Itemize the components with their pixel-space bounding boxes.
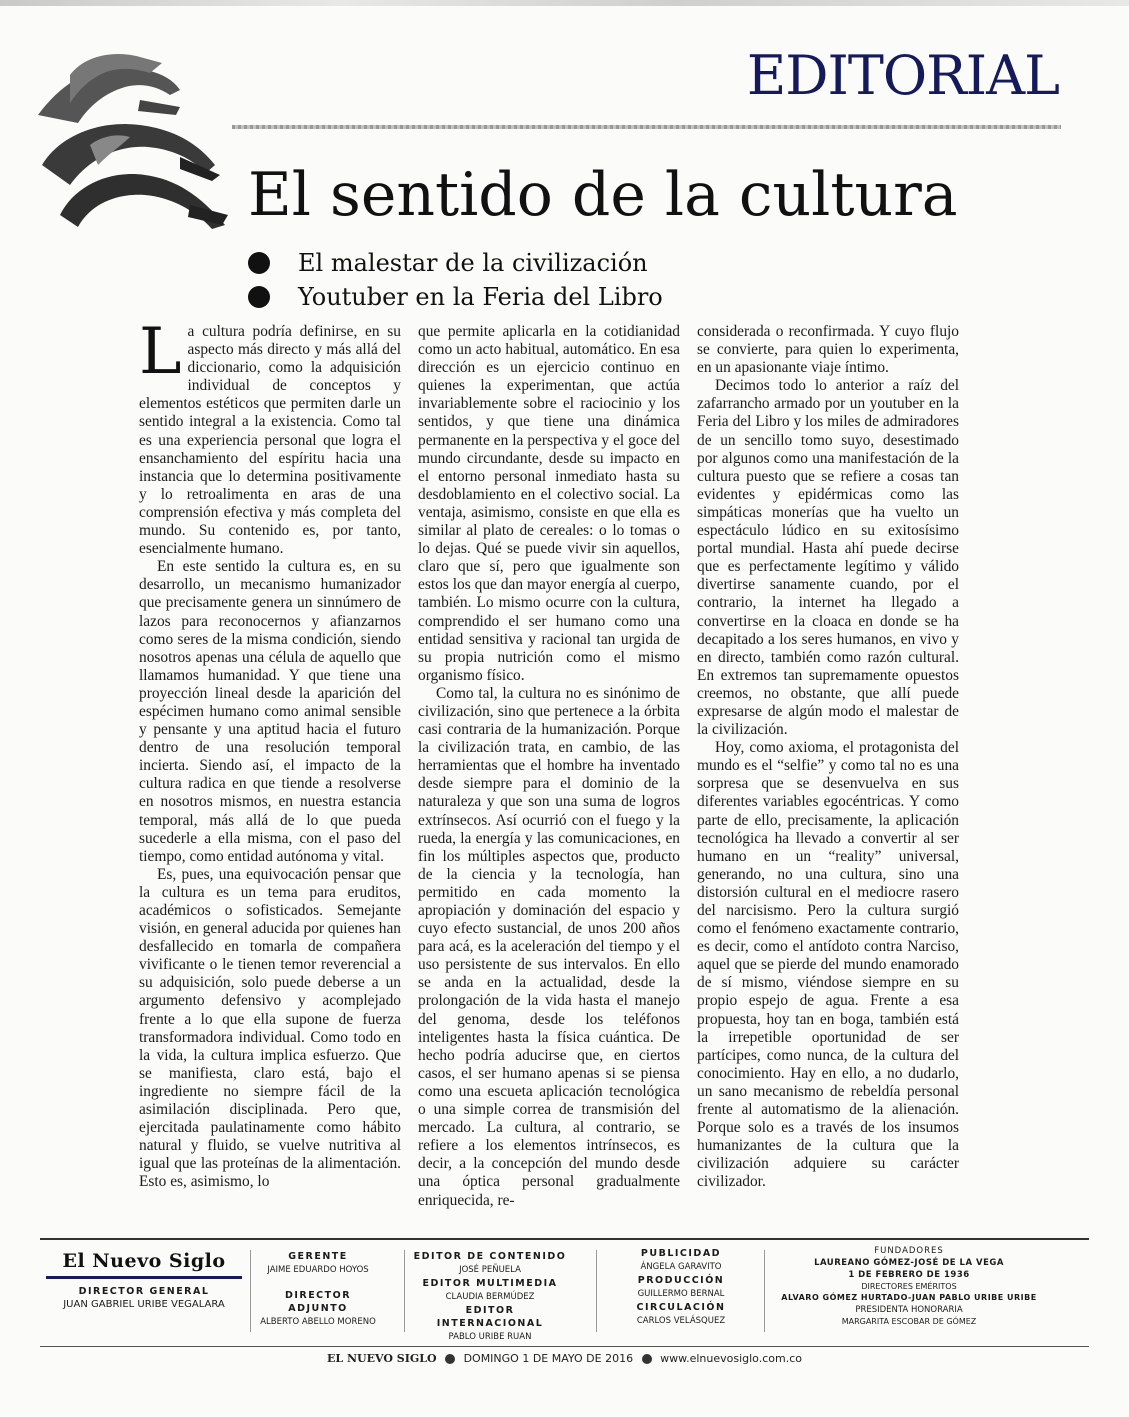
headline: El sentido de la cultura	[248, 160, 958, 230]
masthead-divider	[764, 1250, 765, 1332]
masthead-brand: El Nuevo Siglo	[62, 1250, 226, 1272]
circulacion-name: CARLOS VELÁSQUEZ	[636, 1316, 726, 1326]
masthead-brand-block	[46, 1250, 242, 1312]
editor-contenido-name: JOSÉ PEÑUELA	[459, 1265, 521, 1275]
editor-internacional-title: EDITOR INTERNACIONAL	[436, 1305, 544, 1329]
masthead-divider	[596, 1250, 597, 1332]
paragraph: Como tal, la cultura no es sinónimo de civilización, sino que pertenece a la órbita casi contraria de la humanización. Porque la civilización trata, en cambio, de las herramientas que el hombre ha inventado desde siempre para el dominio de la naturaleza y que son una suma de logros extrínsecos. Así ocurrió con el fuego y la rueda, la energía y las comunicaciones, en fin los múltiples aspectos que, producto de la ciencia y la tecnología, han permitido en cada momento la apropiación y dominación del espacio y cuyo efecto sustancial, de unos 200 años para acá, es la aceleración del tiempo y el uso persistente de sus intervalos. En ello se anda en la actualidad, desde la prolongación de la vida hasta el manejo del genoma, desde los teléfonos inteligentes hasta la física cuántica. De hecho podría aducirse que, en ciertos casos, el ser humano apenas si se piensa como una escueta aplicación tecnológica o una simple correa de transmisión del mercado. La cultura, al contrario, se refiere a los elementos intrínsecos, es decir, a la concepción del mundo desde una óptica personal gradualmente enriquecida, re-	[418, 684, 680, 1209]
fundacion-fecha: 1 DE FEBRERO DE 1936	[848, 1270, 970, 1280]
paragraph	[139, 315, 401, 558]
bullet-dot-icon	[248, 252, 270, 274]
drop-cap: L	[139, 315, 182, 389]
article-column-3	[697, 323, 959, 1192]
editor-contenido-title: EDITOR DE CONTENIDO	[413, 1251, 567, 1262]
produccion-title: PRODUCCIÓN	[637, 1275, 725, 1286]
bullet-item	[248, 246, 663, 280]
produccion-name: GUILLERMO BERNAL	[637, 1289, 725, 1299]
paragraph-text: a cultura podría definirse, en su aspecto más directo y más allá del diccionario, como la adquisición individual de conceptos y elementos estéticos que permiten darle un sentido integral a la existencia. Como tal es una experiencia personal que logra el ensanchamiento del espíritu hacia una instancia que lo determina positivamente y lo retroalimenta en aras de una comprensión efectiva y más completa del mundo. Su contenido es, por tanto, esencialmente humano.	[139, 323, 401, 558]
masthead-top-rule	[40, 1238, 1089, 1240]
bullet-dot-icon	[248, 286, 270, 308]
publicidad-title: PUBLICIDAD	[640, 1248, 722, 1259]
page-footer	[0, 1352, 1129, 1365]
emeritos-title: DIRECTORES EMÉRITOS	[861, 1282, 957, 1291]
section-rule	[232, 125, 1061, 129]
horses-illustration	[30, 45, 235, 230]
editor-internacional-name: PABLO URIBE RUAN	[448, 1332, 532, 1342]
bullet-item	[248, 280, 663, 314]
director-adjunto-name: ALBERTO ABELLO MORENO	[260, 1317, 376, 1327]
brand-underline	[46, 1276, 242, 1279]
presidenta-title: PRESIDENTA HONORARIA	[855, 1305, 963, 1315]
director-adjunto-title: DIRECTOR ADJUNTO	[284, 1290, 352, 1314]
subheadline-bullets	[248, 246, 663, 314]
bullet-text: El malestar de la civilización	[298, 249, 648, 277]
paragraph: considerada o reconfirmada. Y cuyo flujo se convierte, para quien lo experimenta, en un apasionante viaje íntimo.	[697, 323, 959, 377]
editor-multimedia-title: EDITOR MULTIMEDIA	[422, 1278, 558, 1289]
masthead-fundadores-block	[770, 1245, 1048, 1328]
paragraph: En este sentido la cultura es, en su desarrollo, un mecanismo humanizador que precisamente genera un sinnúmero de lazos para reconocernos y afianzarnos como seres de la misma condición, siendo nosotros apenas una célula de aquello que llamamos humanidad. Y que tiene una proyección lineal desde la aparición del espécimen humano como animal sensible y pensante y una aptitud hacia el futuro dentro de una resolución temporal incierta. Siendo así, el impacto de la cultura radica en que tiende a resolverse en nosotros mismos, en nuestra estancia temporal, más allá de lo que pueda sucederle a ella misma, con el paso del tiempo, como entidad autónoma y vital.	[139, 558, 401, 865]
masthead-comercial-block	[610, 1247, 752, 1328]
section-label: EDITORIAL	[746, 44, 1059, 107]
footer-date: DOMINGO 1 DE MAYO DE 2016	[463, 1352, 634, 1365]
circulacion-title: CIRCULACIÓN	[636, 1302, 726, 1313]
director-general-title: DIRECTOR GENERAL	[78, 1286, 210, 1297]
footer-url[interactable]: www.elnuevosiglo.com.co	[660, 1352, 802, 1365]
masthead-divider	[250, 1250, 251, 1332]
paragraph: que permite aplicarla en la cotidianidad como un acto habitual, automático. En esa dirección es un ejercicio continuo en quienes la experimentan, que actúa invariablemente sobre el raciocinio y los sentidos, y que tiene una dinámica permanente en la perspectiva y el goce del mundo circundante, desde su impacto en el entorno personal inmediato hasta su desdoblamiento en el colectivo social. La ventaja, asimismo, consiste en que ella es similar al plato de cereales: o lo tomas o lo dejas. Qué se puede vivir sin aquellos, claro que sí, pero que igualmente son estos los que dan mayor energía al cuerpo, también. Lo mismo ocurre con la cultura, comprendido el ser humano como una entidad sensitiva y racional tan urgida de su propia nutrición como el mismo organismo físico.	[418, 323, 680, 684]
gerente-name: JAIME EDUARDO HOYOS	[267, 1265, 369, 1275]
footer-brand: EL NUEVO SIGLO	[327, 1352, 437, 1365]
presidenta-name: MARGARITA ESCOBAR DE GÓMEZ	[841, 1317, 977, 1326]
masthead-gerente-block	[256, 1250, 380, 1329]
bullet-dot-icon	[445, 1354, 455, 1364]
fundadores-title: FUNDADORES	[874, 1246, 944, 1256]
bullet-text: Youtuber en la Feria del Libro	[298, 283, 663, 311]
paragraph: Decimos todo lo anterior a raíz del zafarrancho armado por un youtuber en la Feria del Libro y los miles de admiradores de un sencillo tomo suyo, desestimado por algunos como una manifestación de la cultura puesto que se refiere a cosas tan evidentes y epidérmicas como las simpáticas monerías que ha vuelto un espectáculo lúdico en su exitosísimo portal mundial. Hasta ahí puede decirse que es perfectamente legítimo y válido divertirse sanamente cuando, por el contrario, la internet ha llegado a convertirse en la cloaca en donde se ha decapitado a los seres humanos, en vivo y en directo, también como razón cultural. En extremos tan supremamente opuestos creemos, no obstante, que allí puede expresarse de algún modo el malestar de la civilización.	[697, 377, 959, 739]
fundadores-names: LAUREANO GÓMEZ-JOSÉ DE LA VEGA	[814, 1258, 1004, 1268]
bullet-dot-icon	[642, 1354, 652, 1364]
paragraph: Es, pues, una equivocación pensar que la cultura es un tema para eruditos, académicos o sofisticados. Semejante visión, en general aducida por quienes han desfallecido en tomarla de compañera vivificante o le tienen temor reverencial a su adquisición, solo puede deberse a un argumento defensivo y acomplejado frente a lo que ella supone de fuerza transformadora individual. Como todo en la vida, la cultura implica esfuerzo. Que se manifiesta, claro está, bajo el ingrediente no siempre fácil de la asimilación disciplinada. Pero que, ejercitada paulatinamente como hábito natural y fluido, se vuelve nutritiva al igual que las proteínas de la alimentación. Esto es, asimismo, lo	[139, 865, 401, 1191]
masthead-editores-block	[410, 1250, 570, 1344]
masthead-divider	[404, 1250, 405, 1332]
editor-multimedia-name: CLAUDIA BERMÚDEZ	[445, 1292, 535, 1302]
top-edge-strip	[0, 0, 1129, 6]
paragraph: Hoy, como axioma, el protagonista del mundo es el “selfie” y como tal no es una sorpresa que se desenvuelva en sus diferentes variables egocéntricas. Y como parte de ello, precisamente, la aplicación tecnológica ha llevado a convertir al ser humano en un “reality” universal, generando, no una cultura, sino una distorsión cultural en el mediocre rasero del narcisismo. Pero la cultura surgió como el fenómeno exactamente contrario, es decir, como el antídoto contra Narciso, aquel que se pierde del mundo enamorado de sí mismo, viéndose siempre en su propio espejo de agua. Frente a esa propuesta, hoy tan en boga, también está la irrepetible oportunidad de ser partícipes, como nunca, de la cultura del conocimiento. Hay en ello, a no dudarlo, un sano mecanismo de rebeldía personal frente al automatismo de la alienación. Porque solo es a través de los insumos humanizantes de la cultura que la civilización adquiere su carácter civilizador.	[697, 739, 959, 1191]
masthead-bottom-rule	[40, 1346, 1089, 1347]
emeritos-names: ALVARO GÓMEZ HURTADO-JUAN PABLO URIBE URIBE	[781, 1293, 1037, 1302]
director-general-name: JUAN GABRIEL URIBE VEGALARA	[63, 1299, 225, 1310]
gerente-title: GERENTE	[288, 1251, 348, 1262]
article-column-1	[139, 315, 401, 1192]
publicidad-name: ÁNGELA GARAVITO	[640, 1262, 722, 1272]
article-column-2	[418, 323, 680, 1210]
